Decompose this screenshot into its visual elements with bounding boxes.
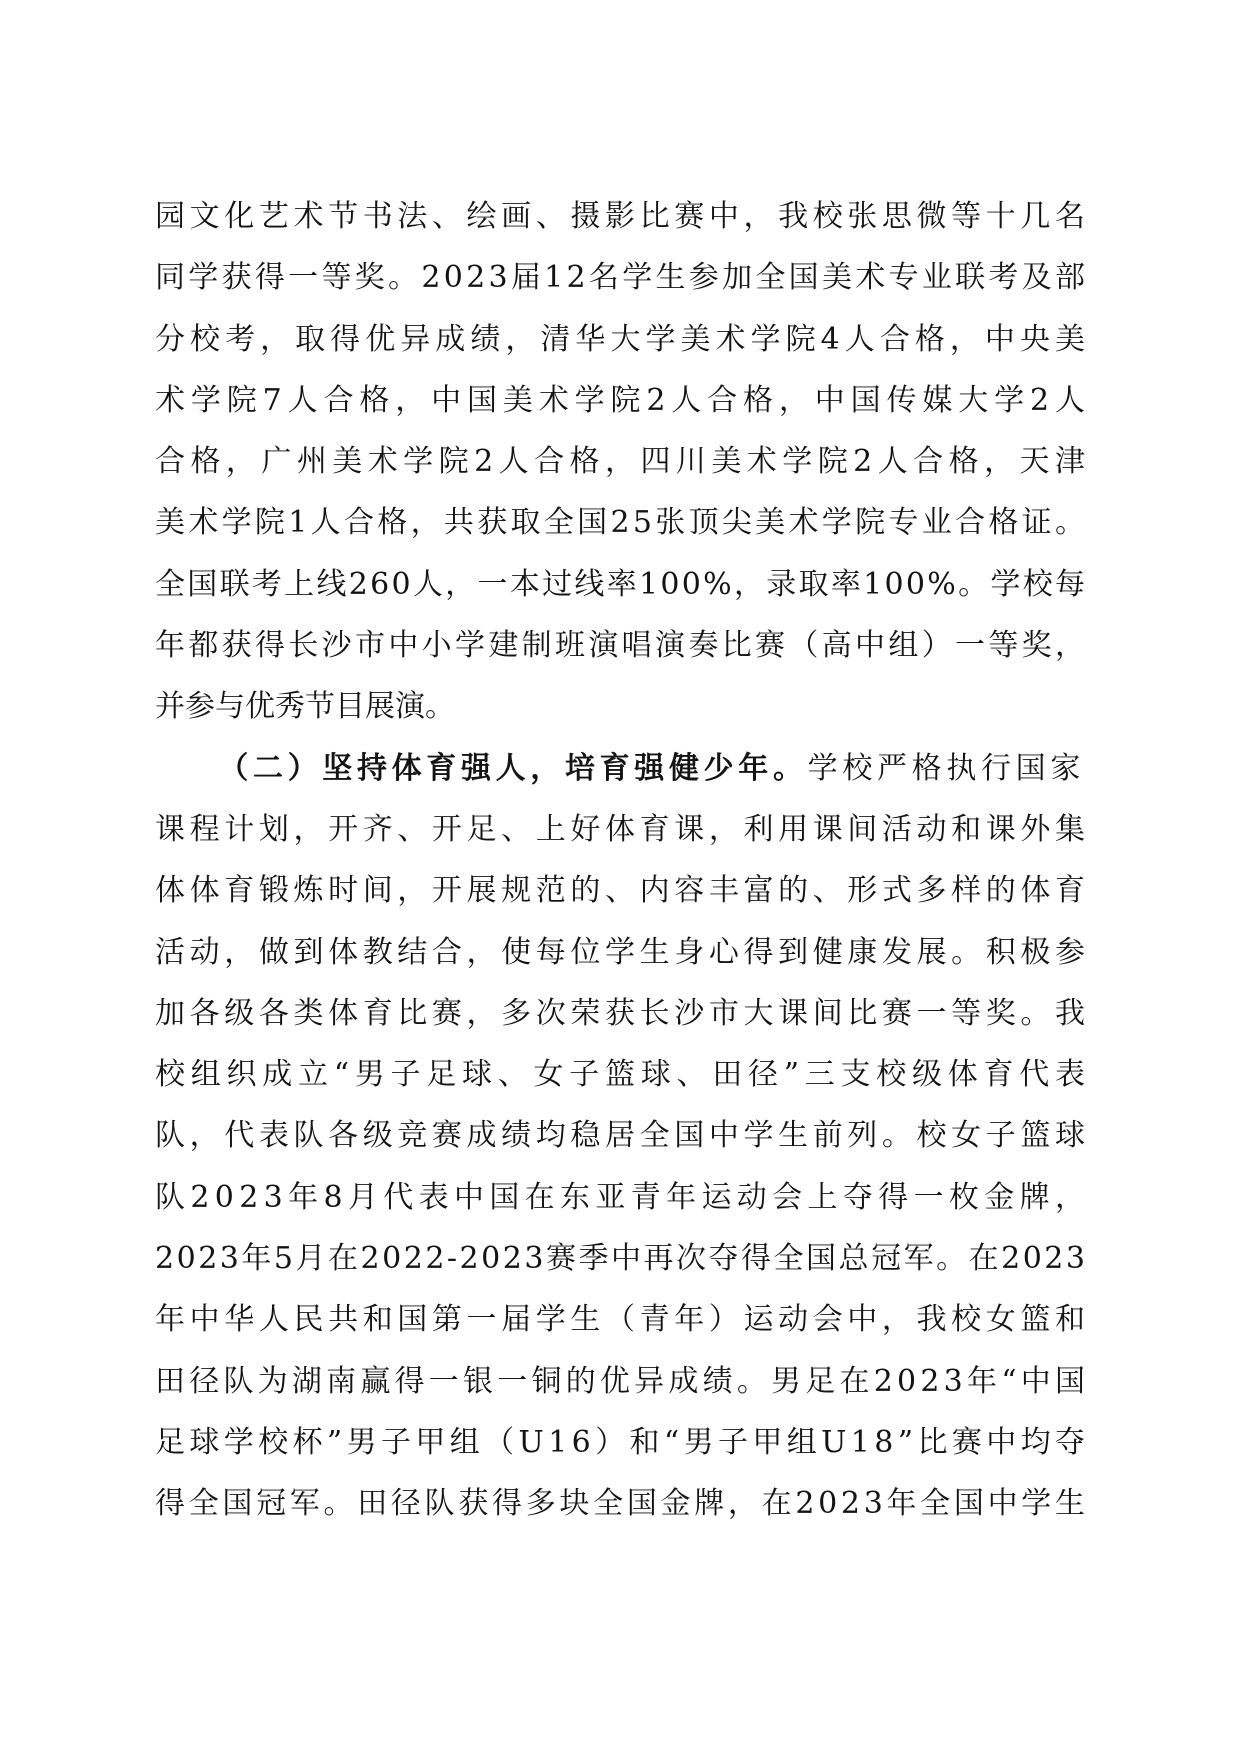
line-text: 得全国冠军。田径队获得多块全国金牌，在2023年全国中学生 <box>155 1486 1089 1522</box>
section-heading: （二）坚持体育强人，培育强健少年。 <box>218 750 808 786</box>
para2-line <box>155 922 1090 983</box>
paragraph-sports <box>155 738 1091 1535</box>
line-text: 足球学校杯”男子甲组（U16）和“男子甲组U18”比赛中均夺 <box>155 1424 1090 1460</box>
line-text: 合格，广州美术学院2人合格，四川美术学院2人合格，天津 <box>155 444 1091 480</box>
para2-line <box>155 1167 1091 1228</box>
para1-line <box>155 370 1091 431</box>
line-text: 园文化艺术节书法、绘画、摄影比赛中，我校张思微等十几名 <box>155 199 1090 234</box>
line-text: 活动，做到体教结合，使每位学生身心得到健康发展。积极参 <box>155 934 1090 970</box>
line-text: 年都获得长沙市中小学建制班演唱演奏比赛（高中组）一等奖， <box>155 628 1089 664</box>
line-text: 课程计划，开齐、开足、上好体育课，利用课间活动和课外集 <box>155 811 1090 847</box>
para1-line <box>155 247 1089 308</box>
paragraph-arts-awards <box>155 186 1091 738</box>
line-text: 田径队为湖南赢得一银一铜的优异成绩。男足在2023年“中国 <box>155 1363 1090 1399</box>
para1-line <box>155 186 1090 247</box>
para2-line <box>155 1105 1090 1166</box>
para2-line <box>155 1351 1090 1412</box>
line-text: 分校考，取得优异成绩，清华大学美术学院4人合格，中央美 <box>155 321 1091 357</box>
para2-line <box>155 1228 1088 1289</box>
line-text: 加各级各类体育比赛，多次荣获长沙市大课间比赛一等奖。我 <box>155 995 1090 1031</box>
para1-line <box>155 309 1091 370</box>
line-text: 术学院7人合格，中国美术学院2人合格，中国传媒大学2人 <box>155 382 1091 418</box>
para1-line <box>155 676 1085 737</box>
line-text: 2023年5月在2022-2023赛季中再次夺得全国总冠军。在2023 <box>155 1241 1088 1277</box>
line-text: 校组织成立“男子足球、女子篮球、田径”三支校级体育代表 <box>155 1057 1091 1093</box>
line-text: 美术学院1人合格，共获取全国25张顶尖美术学院专业合格证。 <box>155 505 1089 541</box>
para2-line <box>155 799 1090 860</box>
para2-line <box>155 1473 1089 1534</box>
para1-line <box>155 615 1089 676</box>
para1-line <box>155 431 1091 492</box>
para2-line <box>155 983 1090 1044</box>
para2-line <box>155 1044 1091 1105</box>
para1-line <box>155 492 1089 553</box>
line-text: 同学获得一等奖。2023届12名学生参加全国美术专业联考及部 <box>155 260 1089 296</box>
line-text: 体体育锻炼时间，开展规范的、内容丰富的、形式多样的体育 <box>155 873 1090 909</box>
section-heading-line <box>155 738 1085 799</box>
line-text: 年中华人民共和国第一届学生（青年）运动会中，我校女篮和 <box>155 1302 1090 1338</box>
section-first-line-text: 学校严格执行国家 <box>807 750 1085 786</box>
line-text: 队2023年8月代表中国在东亚青年运动会上夺得一枚金牌， <box>155 1179 1091 1215</box>
body-text <box>155 186 1091 1535</box>
line-text: 全国联考上线260人，一本过线率100%，录取率100%。学校每 <box>155 566 1088 602</box>
paragraph-indent <box>155 738 218 799</box>
para2-line <box>155 1289 1090 1350</box>
para1-line <box>155 554 1088 615</box>
para2-line <box>155 860 1090 921</box>
line-text: 并参与优秀节目展演。 <box>155 689 455 725</box>
line-text: 队，代表队各级竞赛成绩均稳居全国中学生前列。校女子篮球 <box>155 1118 1090 1154</box>
para2-line <box>155 1412 1090 1473</box>
